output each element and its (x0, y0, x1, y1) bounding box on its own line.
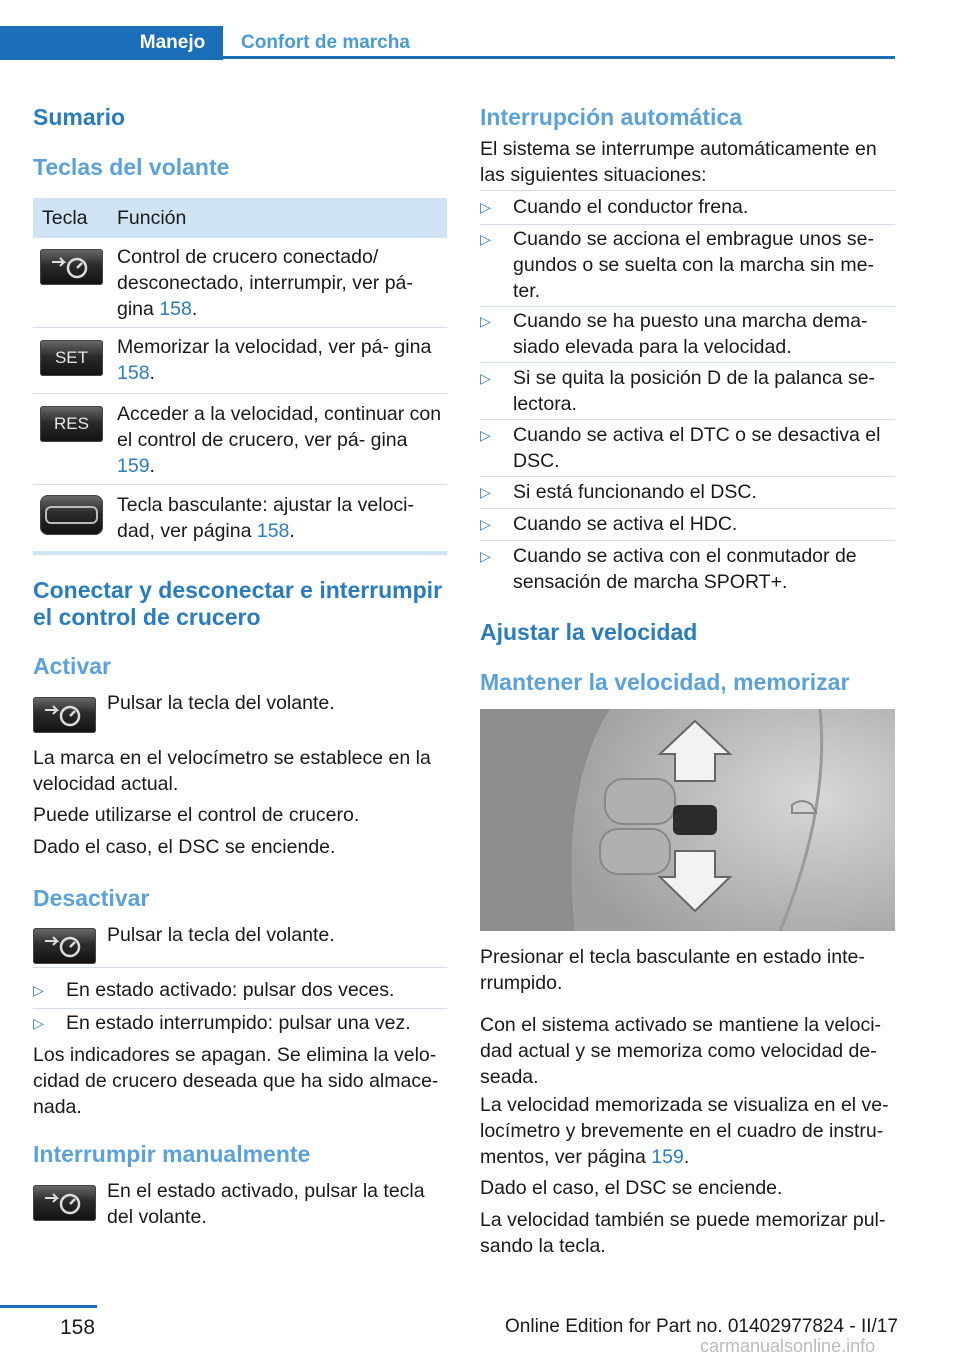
triangle-bullet-icon: ▷ (480, 484, 491, 500)
list-divider (480, 508, 895, 509)
page-link[interactable]: 159 (651, 1146, 684, 1168)
page-link[interactable]: 158 (117, 362, 150, 384)
desactivar-text: Pulsar la tecla del volante. (107, 924, 335, 946)
footer-rule (0, 1305, 97, 1308)
list-divider (480, 362, 895, 363)
subsection-title-desactivar: Desactivar (33, 885, 150, 911)
list-divider (33, 1008, 447, 1009)
triangle-bullet-icon: ▷ (480, 313, 491, 329)
section-title-teclas: Teclas del volante (33, 154, 230, 180)
list-item: Si se quita la posición D de la palanca se‐ lectora. (513, 367, 876, 415)
table-row (33, 238, 447, 328)
table-row (33, 394, 447, 485)
activar-paragraph-2: Puede utilizarse el control de crucero. (33, 804, 360, 826)
triangle-bullet-icon: ▷ (33, 1015, 44, 1031)
triangle-bullet-icon: ▷ (33, 982, 44, 998)
tab-confort-de-marcha[interactable]: Confort de marcha (223, 26, 895, 59)
page-link[interactable]: 158 (256, 520, 290, 542)
desactivar-paragraph: Los indicadores se apagan. Se elimina la velo‐ cidad de crucero deseada que ha sido almace‐ nada. (33, 1044, 439, 1118)
auto-intro: El sistema se interrumpe automáticamente en las siguientes situaciones: (480, 138, 877, 186)
list-item: Cuando el conductor frena. (513, 196, 749, 218)
header-bar (0, 26, 122, 60)
triangle-bullet-icon: ▷ (480, 548, 491, 564)
activar-paragraph-1: La marca en el velocímetro se establece en la velocidad actual. (33, 747, 431, 795)
table-header (33, 198, 447, 238)
page-link[interactable]: 159 (117, 455, 150, 477)
triangle-bullet-icon: ▷ (480, 231, 491, 247)
row-text: Control de crucero conectado/ desconectado, interrumpir, ver pá‐ gina 158. (117, 246, 413, 320)
subsection-title-mantener: Mantener la velocidad, memorizar (480, 669, 850, 695)
cruise-control-key-icon (33, 1185, 96, 1221)
list-divider (480, 190, 895, 191)
section-title-conectar: Conectar y desconectar e interrumpir el control de crucero (33, 577, 443, 630)
paragraph-presionar: Presionar el tecla basculante en estado inte‐ rrumpido. (480, 946, 865, 994)
row-text: Tecla basculante: ajustar la veloci‐ dad, ver página 158. (117, 494, 414, 542)
res-key-icon: RES (40, 406, 103, 442)
activar-text: Pulsar la tecla del volante. (107, 692, 335, 714)
list-divider (480, 224, 895, 225)
list-item: Cuando se acciona el embrague unos se‐ gundos o se suelta con la marcha sin me‐ ter. (513, 228, 874, 302)
list-divider (480, 540, 895, 541)
table-bottom-rule (33, 551, 447, 555)
activar-paragraph-3: Dado el caso, el DSC se enciende. (33, 836, 336, 858)
table-row (33, 485, 447, 551)
list-divider (33, 967, 447, 968)
rocker-switch-icon (40, 495, 103, 535)
row-text: Acceder a la velocidad, continuar con el control de crucero, ver pá‐ gina 159. (117, 403, 442, 477)
list-divider (480, 476, 895, 477)
keys-table (33, 198, 447, 555)
triangle-bullet-icon: ▷ (480, 370, 491, 386)
section-title-ajustar: Ajustar la velocidad (480, 619, 698, 645)
column-header-tecla: Tecla (42, 207, 88, 229)
list-divider (480, 306, 895, 307)
section-title-sumario: Sumario (33, 104, 126, 130)
list-item: Si está funcionando el DSC. (513, 481, 757, 503)
subsection-title-interrumpir: Interrumpir manualmente (33, 1141, 311, 1167)
edition-text: Online Edition for Part no. 01402977824 - II/17 (505, 1316, 898, 1337)
steering-wheel-illustration (480, 709, 895, 931)
watermark: carmanualsonline.info (700, 1336, 876, 1356)
list-item: Cuando se activa con el conmutador de sensación de marcha SPORT+. (513, 545, 857, 593)
paragraph-sistema-activado: Con el sistema activado se mantiene la veloci‐ dad actual y se memoriza como velocidad de‐ seada. (480, 1014, 882, 1088)
list-item: Cuando se ha puesto una marcha dema‐ siado elevada para la velocidad. (513, 310, 868, 358)
cruise-control-key-icon (33, 697, 96, 733)
interrumpir-text: En el estado activado, pulsar la tecla del volante. (107, 1180, 425, 1228)
triangle-bullet-icon: ▷ (480, 516, 491, 532)
paragraph-memorizar-tecla: La velocidad también se puede memorizar pul‐ sando la tecla. (480, 1209, 886, 1257)
cruise-control-key-icon (33, 928, 96, 964)
column-header-funcion: Función (117, 207, 187, 229)
list-item: Cuando se activa el HDC. (513, 513, 738, 535)
tab-manejo[interactable]: Manejo (122, 26, 223, 60)
table-row (33, 328, 447, 394)
subsection-title-activar: Activar (33, 653, 111, 679)
section-title-interrupcion: Interrupción automática (480, 104, 742, 130)
set-key-icon: SET (40, 340, 103, 376)
list-divider (480, 419, 895, 420)
page-link[interactable]: 158 (159, 298, 192, 320)
paragraph-velocidad-memorizada: La velocidad memorizada se visualiza en el ve‐ locímetro y brevemente en el cuadro de instru‐ mentos, ver página 159. (480, 1094, 889, 1168)
triangle-bullet-icon: ▷ (480, 427, 491, 443)
row-text: Memorizar la velocidad, ver pá‐ gina 158. (117, 336, 432, 384)
cruise-control-key-icon (40, 249, 103, 285)
paragraph-dsc: Dado el caso, el DSC se enciende. (480, 1177, 783, 1199)
triangle-bullet-icon: ▷ (480, 199, 491, 215)
list-item: En estado activado: pulsar dos veces. (66, 979, 395, 1001)
page-number: 158 (60, 1316, 96, 1339)
list-item: Cuando se activa el DTC o se desactiva el DSC. (513, 424, 881, 472)
list-item: En estado interrumpido: pulsar una vez. (66, 1012, 411, 1034)
